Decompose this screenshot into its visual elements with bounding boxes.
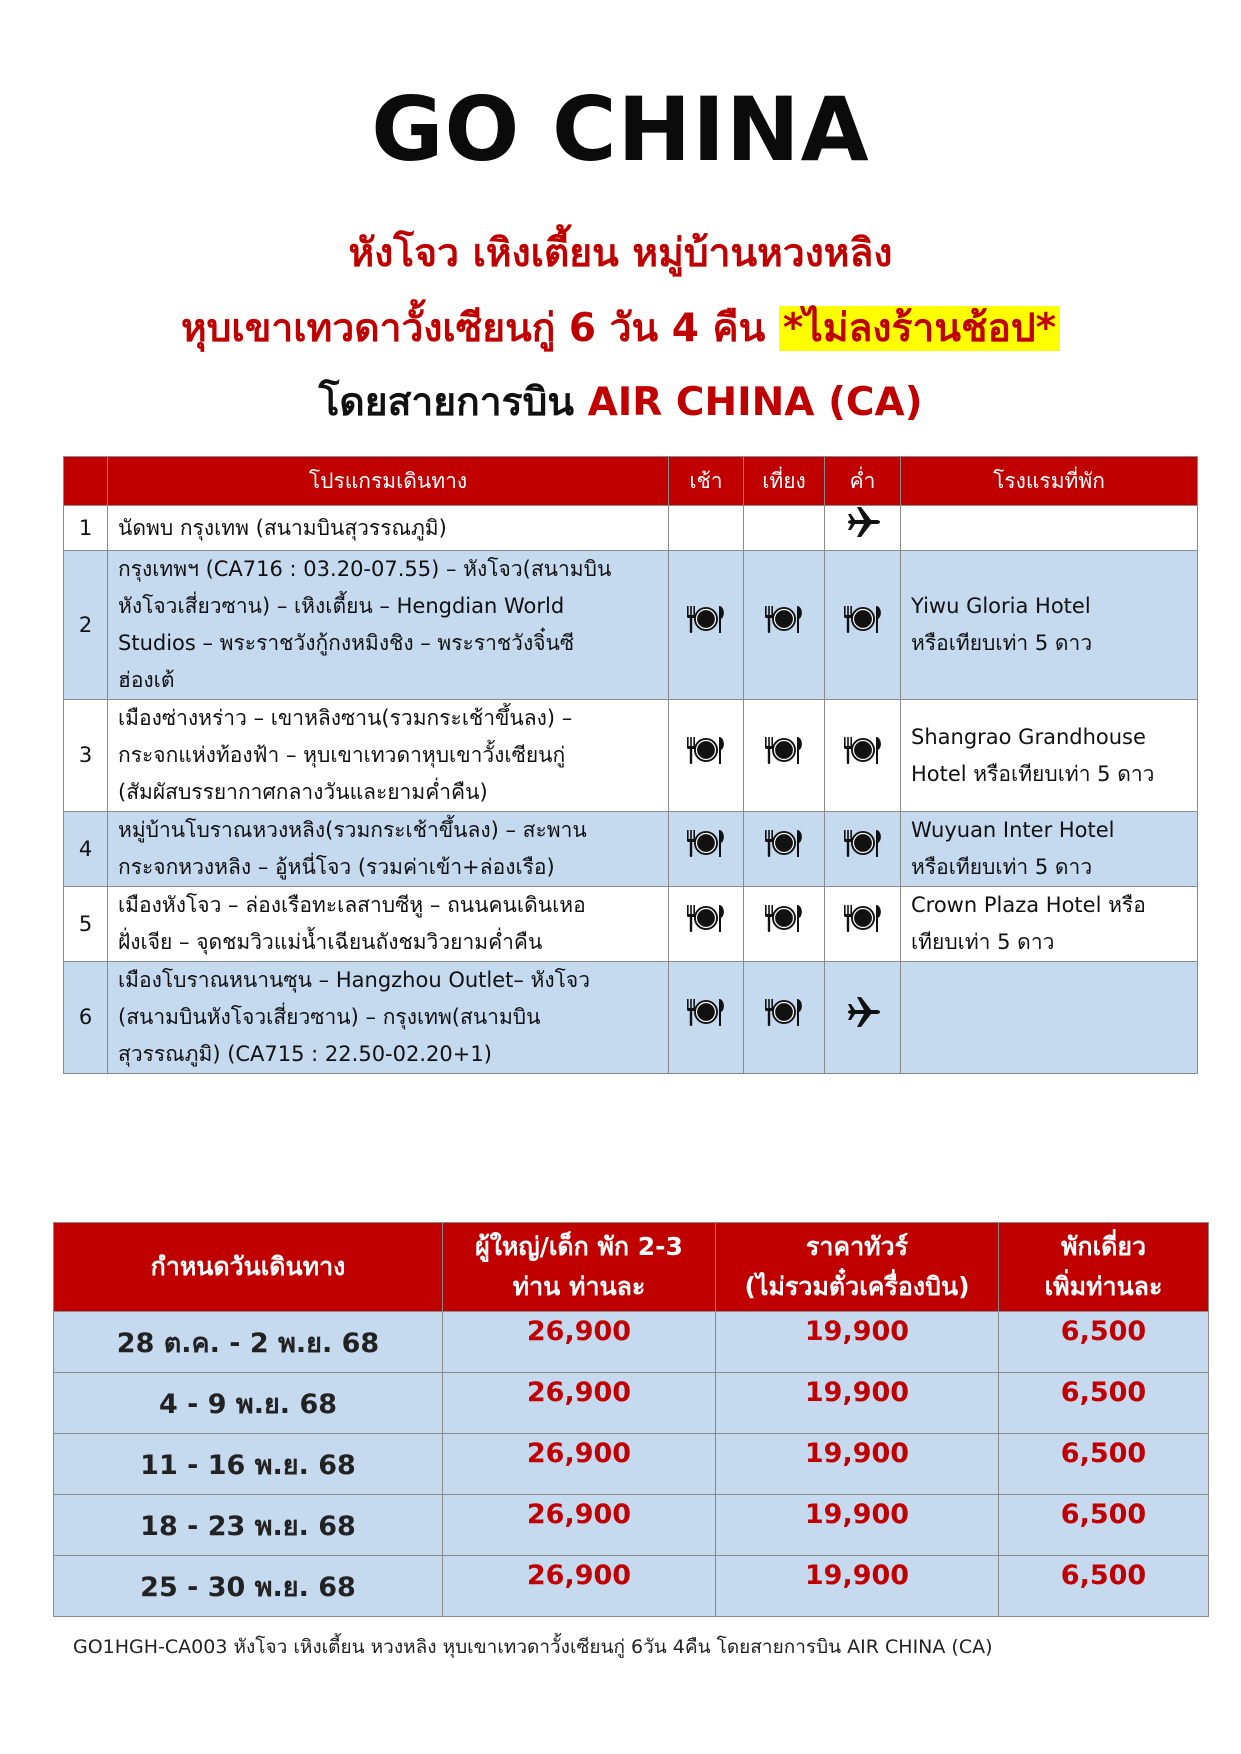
plane-icon xyxy=(846,997,880,1039)
dinner-cell xyxy=(825,887,901,962)
travel-date: 25 - 30 พ.ย. 68 xyxy=(54,1556,443,1617)
single-header-line2: เพิ่มท่านละ xyxy=(1044,1272,1163,1301)
program-description xyxy=(108,551,669,700)
hotel-line: Yiwu Gloria Hotel xyxy=(911,594,1091,618)
program-line: เมืองซ่างหร่าว – เขาหลิงซาน(รวมกระเช้าขึ้นลง) – xyxy=(118,706,573,730)
meal-icon xyxy=(684,995,728,1041)
pricing-row xyxy=(54,1495,1209,1556)
program-line: เมืองหังโจว – ล่องเรือทะเลสาบซีหู – ถนนคนเดินเหอ xyxy=(118,893,586,917)
program-line: (สัมผัสบรรยากาศกลางวันและยามค่ำคืน) xyxy=(118,780,488,804)
hotel-name xyxy=(901,962,1198,1074)
program-line: สุวรรณภูมิ) (CA715 : 22.50-02.20+1) xyxy=(118,1042,492,1066)
itinerary-row xyxy=(64,506,1198,551)
single-supplement: 6,500 xyxy=(999,1495,1209,1556)
dinner-cell xyxy=(825,506,901,551)
hotel-header: โรงแรมที่พัก xyxy=(901,457,1198,506)
no-shop-highlight: *ไม่ลงร้านช้อป* xyxy=(779,306,1060,351)
lunch-cell xyxy=(744,812,825,887)
travel-date: 4 - 9 พ.ย. 68 xyxy=(54,1373,443,1434)
airline-name: AIR CHINA (CA) xyxy=(587,380,923,425)
hotel-line: Wuyuan Inter Hotel xyxy=(911,818,1115,842)
lunch-cell xyxy=(744,700,825,812)
lunch-cell xyxy=(744,506,825,551)
hotel-line: เทียบเท่า 5 ดาว xyxy=(911,930,1055,954)
hotel-line: Crown Plaza Hotel หรือ xyxy=(911,893,1146,917)
itinerary-table xyxy=(63,456,1198,1074)
lunch-cell xyxy=(744,887,825,962)
meal-icon xyxy=(762,995,806,1041)
pricing-body xyxy=(54,1312,1209,1617)
program-line: กระจกหวงหลิง – อู้หนี่โจว (รวมค่าเข้า+ล่องเรือ) xyxy=(118,855,555,879)
tour-title-line2 xyxy=(0,297,1241,359)
airline-line xyxy=(0,371,1241,433)
program-line: ฝั่งเจีย – จุดชมวิวแม่น้ำเฉียนถังชมวิวยามค่ำคืน xyxy=(118,930,543,954)
program-description xyxy=(108,962,669,1074)
program-line: เมืองโบราณหนานซุน – Hangzhou Outlet– หังโจว xyxy=(118,968,591,992)
hotel-name xyxy=(901,506,1198,551)
tour-header-line1: ราคาทัวร์ xyxy=(805,1232,909,1261)
meal-icon xyxy=(841,733,885,779)
itinerary-row xyxy=(64,887,1198,962)
tour-title-line1: หังโจว เหิงเตี้ยน หมู่บ้านหวงหลิง xyxy=(348,231,893,276)
itinerary-body xyxy=(64,506,1198,1074)
dinner-header: ค่ำ xyxy=(825,457,901,506)
meal-icon xyxy=(762,602,806,648)
pricing-row xyxy=(54,1373,1209,1434)
tour-price-header xyxy=(716,1223,999,1312)
breakfast-cell xyxy=(669,551,744,700)
meal-icon xyxy=(762,826,806,872)
pricing-table xyxy=(53,1222,1209,1617)
breakfast-cell xyxy=(669,700,744,812)
program-header: โปรแกรมเดินทาง xyxy=(108,457,669,506)
dinner-cell xyxy=(825,962,901,1074)
breakfast-cell xyxy=(669,962,744,1074)
day-header xyxy=(64,457,108,506)
pricing-row xyxy=(54,1434,1209,1495)
program-line: หมู่บ้านโบราณหวงหลิง(รวมกระเช้าขึ้นลง) – สะพาน xyxy=(118,818,587,842)
hotel-name xyxy=(901,700,1198,812)
program-line: หังโจวเสี่ยวซาน) – เหิงเตี้ยน – Hengdian World xyxy=(118,594,565,618)
itinerary-row xyxy=(64,812,1198,887)
single-supplement: 6,500 xyxy=(999,1373,1209,1434)
brand-title: GO CHINA xyxy=(371,78,870,181)
program-line: กรุงเทพฯ (CA716 : 03.20-07.55) – หังโจว(สนามบิน xyxy=(118,557,612,581)
day-number: 2 xyxy=(64,551,108,700)
tour-price: 19,900 xyxy=(716,1556,999,1617)
adult-header-line1: ผู้ใหญ่/เด็ก พัก 2-3 xyxy=(475,1232,683,1261)
hotel-line: Shangrao Grandhouse xyxy=(911,724,1146,749)
itinerary-row xyxy=(64,700,1198,812)
hotel-line: หรือเทียบเท่า 5 ดาว xyxy=(911,631,1093,655)
program-line: นัดพบ กรุงเทพ (สนามบินสุวรรณภูมิ) xyxy=(118,515,447,540)
tour-title-main: หุบเขาเทวดาวั้งเซียนกู่ 6 วัน 4 คืน xyxy=(180,306,779,351)
pricing-row xyxy=(54,1556,1209,1617)
date-header: กำหนดวันเดินทาง xyxy=(54,1223,443,1312)
tour-price: 19,900 xyxy=(716,1434,999,1495)
meal-icon xyxy=(841,826,885,872)
single-supplement-header xyxy=(999,1223,1209,1312)
dinner-cell xyxy=(825,700,901,812)
itinerary-row xyxy=(64,551,1198,700)
tour-price: 19,900 xyxy=(716,1312,999,1373)
program-line: Studios – พระราชวังกู้กงหมิงชิง – พระราชวังจิ๋นซี xyxy=(118,631,575,655)
adult-price: 26,900 xyxy=(443,1495,716,1556)
single-supplement: 6,500 xyxy=(999,1312,1209,1373)
tour-price: 19,900 xyxy=(716,1495,999,1556)
tour-price: 19,900 xyxy=(716,1373,999,1434)
adult-price: 26,900 xyxy=(443,1434,716,1495)
pricing-header-row xyxy=(54,1223,1209,1312)
travel-date: 28 ต.ค. - 2 พ.ย. 68 xyxy=(54,1312,443,1373)
program-line: (สนามบินหังโจวเสี่ยวซาน) – กรุงเทพ(สนามบิน xyxy=(118,1005,541,1029)
adult-price: 26,900 xyxy=(443,1373,716,1434)
day-number: 5 xyxy=(64,887,108,962)
tour-header-line2: (ไม่รวมตั๋วเครื่องบิน) xyxy=(744,1272,970,1301)
day-number: 3 xyxy=(64,700,108,812)
day-number: 1 xyxy=(64,506,108,551)
adult-header-line2: ท่าน ท่านละ xyxy=(512,1272,646,1301)
adult-price: 26,900 xyxy=(443,1556,716,1617)
program-description xyxy=(108,887,669,962)
single-header-line1: พักเดี่ยว xyxy=(1060,1232,1147,1261)
breakfast-cell xyxy=(669,506,744,551)
single-supplement: 6,500 xyxy=(999,1434,1209,1495)
plane-icon xyxy=(846,507,880,549)
breakfast-cell xyxy=(669,887,744,962)
program-description xyxy=(108,700,669,812)
itinerary-header-row xyxy=(64,457,1198,506)
program-description xyxy=(108,812,669,887)
hotel-name xyxy=(901,887,1198,962)
lunch-cell xyxy=(744,551,825,700)
adult-price: 26,900 xyxy=(443,1312,716,1373)
day-number: 4 xyxy=(64,812,108,887)
meal-icon xyxy=(841,901,885,947)
itinerary-row xyxy=(64,962,1198,1074)
program-line: กระจกแห่งท้องฟ้า – หุบเขาเทวดาหุบเขาวั้งเซียนกู่ xyxy=(118,743,566,767)
meal-icon xyxy=(684,901,728,947)
travel-date: 11 - 16 พ.ย. 68 xyxy=(54,1434,443,1495)
pricing-row xyxy=(54,1312,1209,1373)
lunch-header: เที่ยง xyxy=(744,457,825,506)
travel-date: 18 - 23 พ.ย. 68 xyxy=(54,1495,443,1556)
single-supplement: 6,500 xyxy=(999,1556,1209,1617)
meal-icon xyxy=(684,826,728,872)
breakfast-header: เช้า xyxy=(669,457,744,506)
footer-code: GO1HGH-CA003 หังโจว เหิงเตี้ยน หวงหลิง หุบเขาเทวดาวั้งเซียนกู่ 6วัน 4คืน โดยสายการบิน AIR CHINA (CA) xyxy=(73,1636,993,1658)
hotel-name xyxy=(901,551,1198,700)
program-description xyxy=(108,506,669,551)
hotel-line: Hotel หรือเทียบเท่า 5 ดาว xyxy=(911,761,1155,786)
hotel-name xyxy=(901,812,1198,887)
meal-icon xyxy=(841,602,885,648)
meal-icon xyxy=(684,733,728,779)
hotel-line: หรือเทียบเท่า 5 ดาว xyxy=(911,855,1093,879)
airline-prefix: โดยสายการบิน xyxy=(318,380,588,425)
adult-price-header xyxy=(443,1223,716,1312)
lunch-cell xyxy=(744,962,825,1074)
breakfast-cell xyxy=(669,812,744,887)
meal-icon xyxy=(762,733,806,779)
dinner-cell xyxy=(825,812,901,887)
day-number: 6 xyxy=(64,962,108,1074)
meal-icon xyxy=(684,602,728,648)
meal-icon xyxy=(762,901,806,947)
dinner-cell xyxy=(825,551,901,700)
program-line: ฮ่องเต้ xyxy=(118,668,175,692)
